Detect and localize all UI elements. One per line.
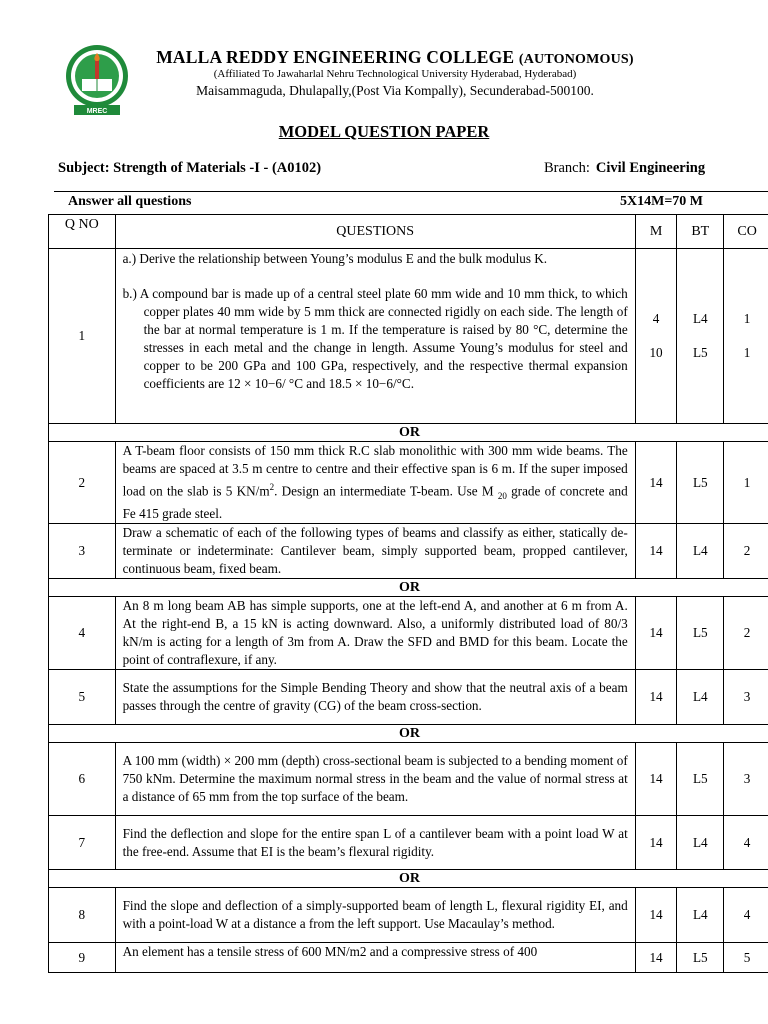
- question-2-sub: 20: [497, 491, 507, 502]
- table-row-q3: [49, 524, 768, 579]
- co-1a: 1: [743, 311, 751, 326]
- table-row-q8: [49, 888, 768, 943]
- college-logo: [64, 43, 130, 119]
- bt-3: L4: [677, 524, 724, 579]
- question-1a: a.) Derive the relationship between Young’s modulus E and the bulk modulus K.: [122, 251, 548, 266]
- or-row-1: [49, 424, 768, 442]
- table-row-q4: [49, 597, 768, 670]
- qno-3: 3: [49, 524, 116, 579]
- co-4: 2: [724, 597, 768, 670]
- co-8: 4: [724, 888, 768, 943]
- qno-4: 4: [49, 597, 116, 670]
- header-m: M: [635, 215, 677, 249]
- or-row-4: [49, 870, 768, 888]
- affiliation: (Affiliated To Jawaharlal Nehru Technological University Hyderabad, Hyderabad): [213, 68, 577, 80]
- marks-scheme: 5X14M=70 M: [620, 194, 704, 209]
- qno-1: 1: [49, 249, 116, 424]
- header-co: CO: [724, 215, 768, 249]
- bt-1: [677, 249, 724, 424]
- co-1: [724, 249, 768, 424]
- bt-7: L4: [677, 816, 724, 870]
- question-2-sup: 2: [269, 482, 275, 492]
- question-1: [115, 249, 635, 424]
- bt-2: L5: [677, 442, 724, 524]
- bt-9: L5: [677, 943, 724, 973]
- bt-5: L4: [677, 670, 724, 725]
- header-bt: BT: [677, 215, 724, 249]
- question-7: Find the deflection and slope for the entire span L of a cantilever beam with a point load W at the free-end. Assume that EI is the beam’s flexural rigidity.: [115, 816, 635, 870]
- question-1b: b.) A compound bar is made up of a central steel plate 60 mm wide and 10 mm thick, to which copper plates 40 mm wide by 5 mm thick are connected rigidly on each side. The length of the bar at normal temperature is 1 m. If the temperature is raised by 80 °C, determine the stresses in each metal and the change in length. Assume Young’s modulus for steel and copper to be 200 GPa and 100 GPa, respectively, and the respective thermal expansion coefficients are 12 × 10−6/ °C and 18.5 × 10−6/°C.: [122, 286, 628, 391]
- marks-9: 14: [635, 943, 677, 973]
- or-label: OR: [49, 870, 768, 888]
- co-3: 2: [724, 524, 768, 579]
- table-row-q6: [49, 743, 768, 816]
- autonomous-label: (AUTONOMOUS): [518, 52, 634, 67]
- marks-2: 14: [635, 442, 677, 524]
- college-name: [150, 47, 640, 68]
- header-questions: QUESTIONS: [115, 215, 635, 249]
- question-9: An element has a tensile stress of 600 MN/m2 and a compressive stress of 400: [115, 943, 635, 973]
- marks-1b: 10: [649, 345, 663, 360]
- marks-4: 14: [635, 597, 677, 670]
- or-label: OR: [49, 725, 768, 743]
- branch-line: [544, 160, 705, 177]
- qno-9: 9: [49, 943, 116, 973]
- table-header-row: [49, 215, 768, 249]
- qno-5: 5: [49, 670, 116, 725]
- question-5: State the assumptions for the Simple Bending Theory and show that the neutral axis of a beam passes through the centre of gravity (CG) of the beam cross-section.: [115, 670, 635, 725]
- separator-line: [54, 191, 768, 192]
- table-row-q9: [49, 943, 768, 973]
- bt-1b: L5: [692, 345, 708, 360]
- or-label: OR: [49, 424, 768, 442]
- bt-1a: L4: [692, 311, 708, 326]
- qno-7: 7: [49, 816, 116, 870]
- branch-value: Civil Engineering: [595, 160, 706, 176]
- bt-6: L5: [677, 743, 724, 816]
- question-2-part3: grade of concrete and Fe 415 grade steel.: [122, 483, 628, 522]
- co-1b: 1: [743, 345, 751, 360]
- marks-1: [635, 249, 677, 424]
- or-row-2: [49, 579, 768, 597]
- question-6: A 100 mm (width) × 200 mm (depth) cross-sectional beam is subjected to a bending moment of 750 kNm. Determine the maximum normal stress in the beam and the value of normal stress at a distance of 65 mm from the top surface of the beam.: [115, 743, 635, 816]
- header-qno: Q NO: [49, 215, 116, 249]
- table-row-q2: [49, 442, 768, 524]
- qno-2: 2: [49, 442, 116, 524]
- subject-line: Subject: Strength of Materials -I - (A0102): [58, 160, 322, 176]
- co-2: 1: [724, 442, 768, 524]
- instructions: Answer all questions: [68, 194, 192, 209]
- paper-title-text: MODEL QUESTION PAPER: [278, 122, 490, 141]
- table-row-q5: [49, 670, 768, 725]
- question-3: Draw a schematic of each of the following types of beams and classify as either, statically de- terminate or indeterminate: Cantilever beam, simply supported beam, propped cantilever, continuous beam, fixed beam.: [115, 524, 635, 579]
- marks-6: 14: [635, 743, 677, 816]
- paper-title: [0, 122, 768, 142]
- question-2-part2: . Design an intermediate T-beam. Use M: [274, 483, 498, 499]
- co-7: 4: [724, 816, 768, 870]
- college-address: Maisammaguda, Dhulapally,(Post Via Kompally), Secunderabad-500100.: [196, 83, 594, 98]
- co-9: 5: [724, 943, 768, 973]
- qno-8: 8: [49, 888, 116, 943]
- marks-8: 14: [635, 888, 677, 943]
- marks-1a: 4: [652, 311, 660, 326]
- branch-label: Branch:: [544, 160, 590, 176]
- question-2: [115, 442, 635, 524]
- marks-7: 14: [635, 816, 677, 870]
- co-5: 3: [724, 670, 768, 725]
- question-8: Find the slope and deflection of a simply-supported beam of length L, flexural rigidity EI, and with a point-load W at a distance a from the left support. Use Macaulay’s method.: [115, 888, 635, 943]
- question-4: An 8 m long beam AB has simple supports, one at the left-end A, and another at 6 m from A. At the right-end B, a 15 kN is acting downward. Also, a uniformly distributed load of 80/3 kN/m is acting for a length of 3m from A. Draw the SFD and BMD for this beam. Locate the point of contraflexure, if any.: [115, 597, 635, 670]
- bt-4: L5: [677, 597, 724, 670]
- qno-6: 6: [49, 743, 116, 816]
- table-row-q7: [49, 816, 768, 870]
- bt-8: L4: [677, 888, 724, 943]
- college-name-text: MALLA REDDY ENGINEERING COLLEGE: [156, 47, 515, 67]
- or-label: OR: [49, 579, 768, 597]
- logo-text: MREC: [86, 108, 108, 115]
- or-row-3: [49, 725, 768, 743]
- question-2-part1: A T-beam floor consists of 150 mm thick R.C slab monolithic with 300 mm wide beams. The beams are spaced at 3.5 m centre to centre and their effective span is 6 m. If the super imposed load on the slab is 5 KN/m: [122, 443, 628, 499]
- table-row-q1: [49, 249, 768, 424]
- marks-5: 14: [635, 670, 677, 725]
- questions-table: [48, 214, 768, 973]
- co-6: 3: [724, 743, 768, 816]
- marks-3: 14: [635, 524, 677, 579]
